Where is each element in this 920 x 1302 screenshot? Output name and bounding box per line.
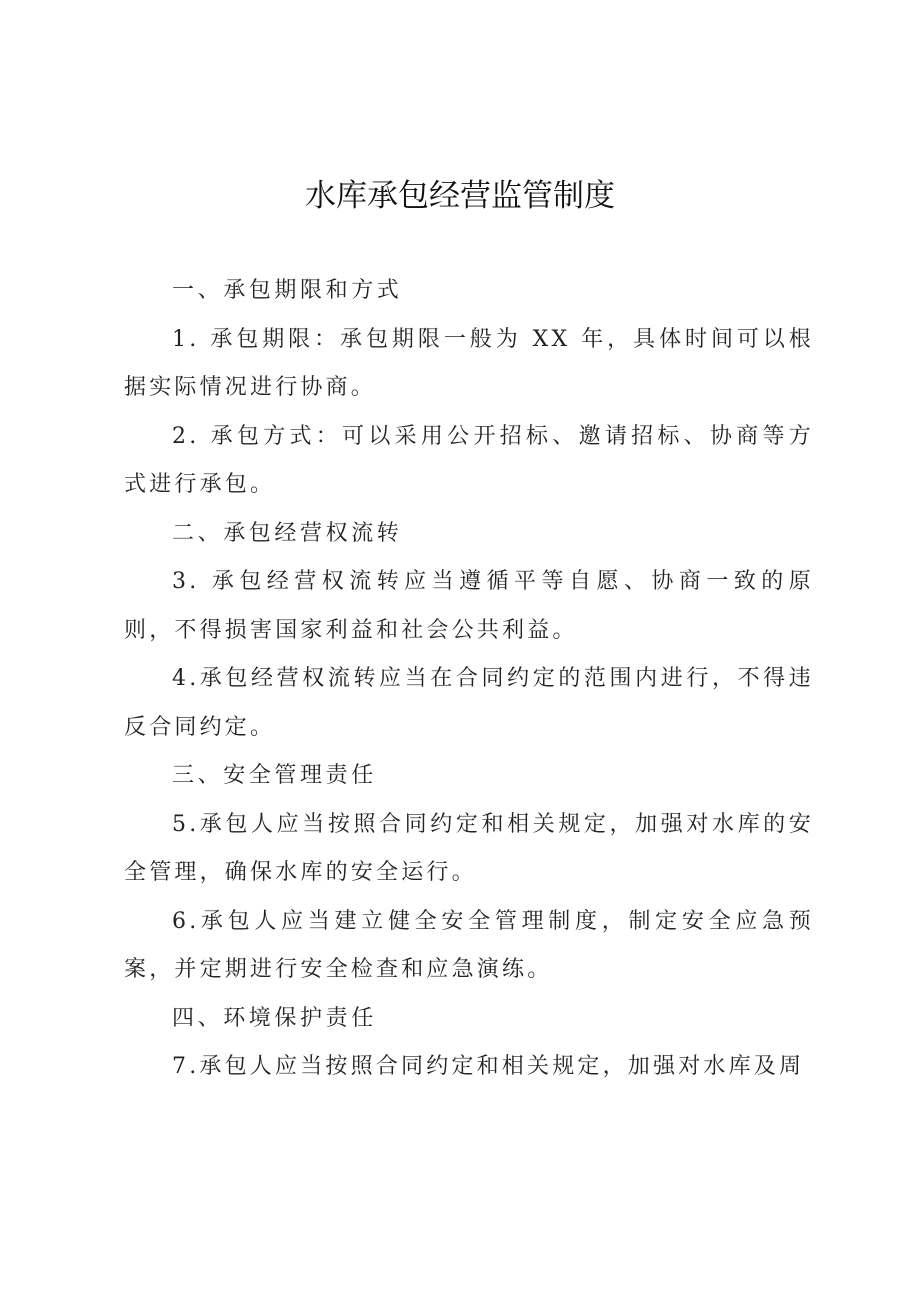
- section-heading-3: 三、安全管理责任: [172, 763, 377, 788]
- paragraph-4: 4.承包经营权流转应当在合同约定的范围内进行，不得违反合同约定。: [124, 666, 814, 740]
- paragraph-5: 5.承包人应当按照合同约定和相关规定，加强对水库的安全管理，确保水库的安全运行。: [124, 811, 814, 885]
- paragraph-6: 6.承包人应当建立健全安全管理制度，制定安全应急预案，并定期进行安全检查和应急演练。: [124, 908, 814, 982]
- section-heading-2: 二、承包经营权流转: [172, 520, 403, 546]
- paragraph-1: 1. 承包期限：承包期限一般为 XX 年，具体时间可以根据实际情况进行协商。: [124, 326, 814, 400]
- document-title: 水库承包经营监管制度: [305, 178, 615, 214]
- paragraph-7: 7.承包人应当按照合同约定和相关规定，加强对水库及周: [172, 1054, 805, 1079]
- paragraph-2: 2. 承包方式：可以采用公开招标、邀请招标、协商等方式进行承包。: [124, 423, 814, 497]
- document-body: [124, 267, 814, 1092]
- paragraph-3: 3. 承包经营权流转应当遵循平等自愿、协商一致的原则，不得损害国家利益和社会公共利益。: [124, 569, 814, 643]
- section-heading-1: 一、承包期限和方式: [172, 278, 403, 303]
- section-heading-4: 四、环境保护责任: [172, 1005, 377, 1031]
